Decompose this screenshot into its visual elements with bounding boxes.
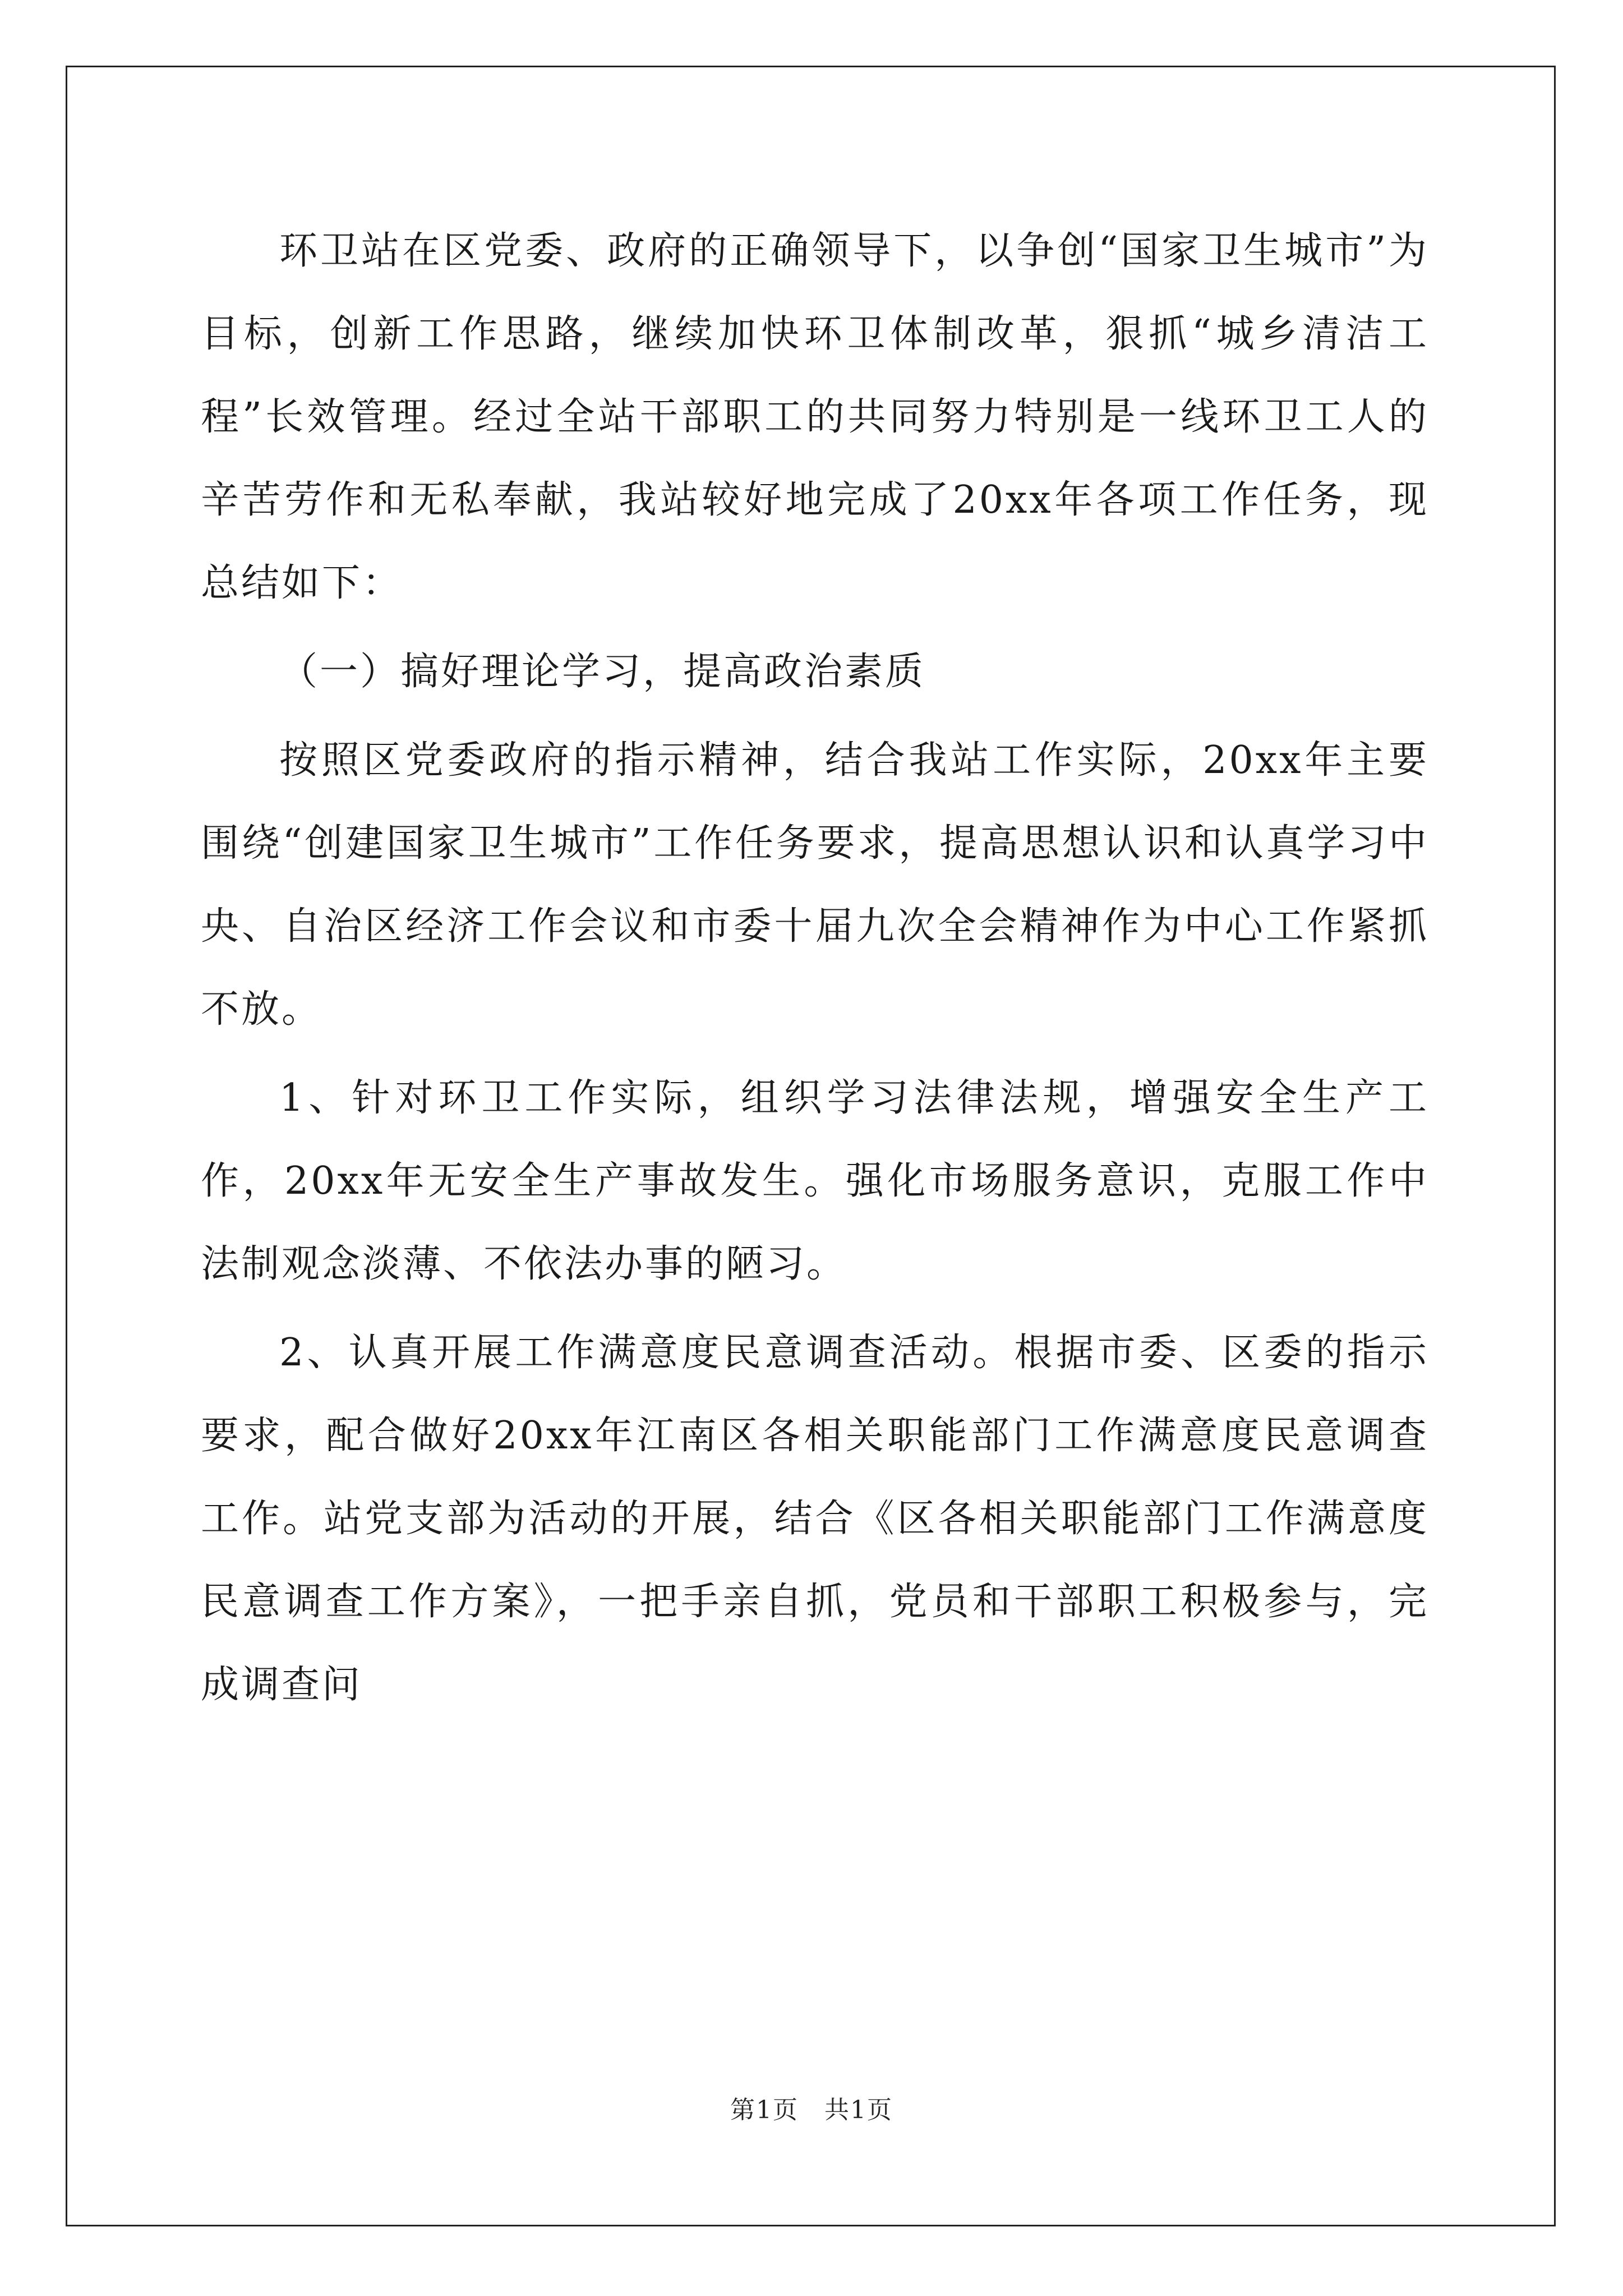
paragraph-intro: 环卫站在区党委、政府的正确领导下，以争创“国家卫生城市”为目标，创新工作思路，继续加快环卫体制改革，狠抓“城乡清洁工程”长效管理。经过全站干部职工的共同努力特别是一线环卫工人的辛苦劳作和无私奉献，我站较好地完成了20xx年各项工作任务，现总结如下： <box>201 229 1430 605</box>
page-number-footer: 第1页 共1页 <box>730 2096 893 2124</box>
paragraph-item-2: 2、认真开展工作满意度民意调查活动。根据市委、区委的指示要求，配合做好20xx年江南区各相关职能部门工作满意度民意调查工作。站党支部为活动的开展，结合《区各相关职能部门工作满意度民意调查工作方案》，一把手亲自抓，党员和干部职工积极参与，完成调查问 <box>201 1331 1429 1707</box>
paragraph-section-1: 按照区党委政府的指示精神，结合我站工作实际，20xx年主要围绕“创建国家卫生城市”工作任务要求，提高思想认识和认真学习中央、自治区经济工作会议和市委十届九次全会精神作为中心工作紧抓不放。 <box>201 738 1429 1032</box>
section-heading-1: （一）搞好理论学习，提高政治素质 <box>279 650 926 694</box>
paragraph-item-1: 1、针对环卫工作实际，组织学习法律法规，增强安全生产工作，20xx年无安全生产事故发生。强化市场服务意识，克服工作中法制观念淡薄、不依法办事的陋习。 <box>201 1076 1429 1286</box>
document-body <box>201 210 1429 1732</box>
